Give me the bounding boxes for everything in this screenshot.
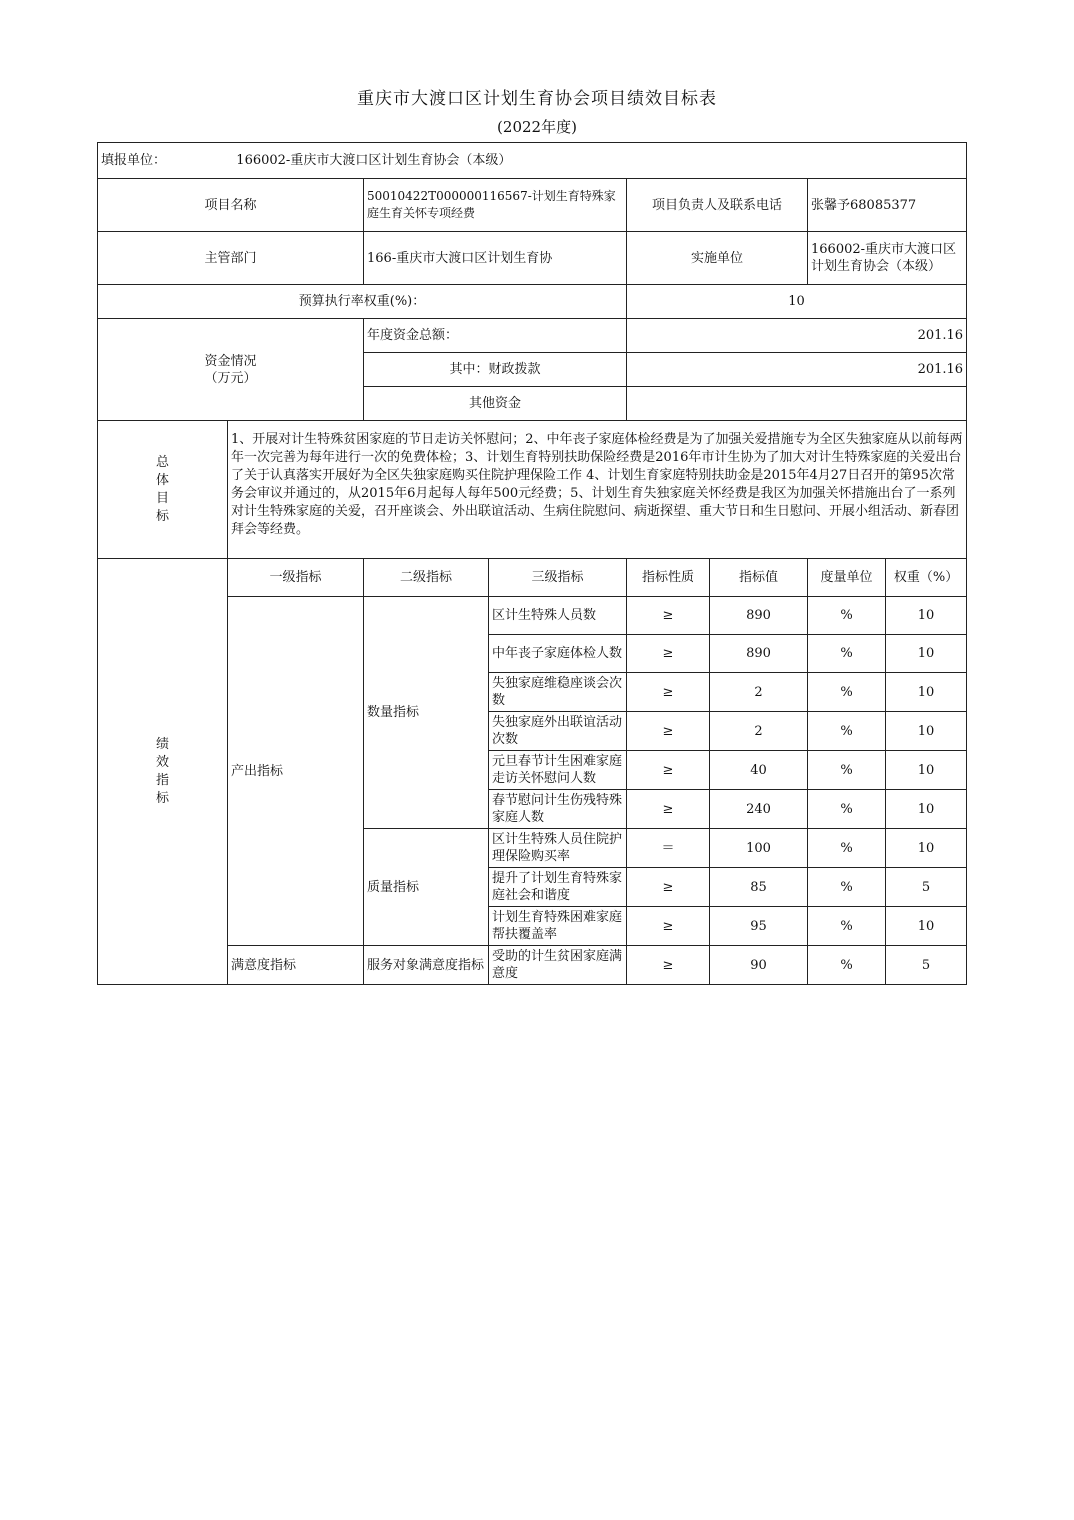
indicator-nature: ≥: [627, 597, 710, 635]
reporting-unit-row: [98, 143, 967, 179]
indicator-nature: ≥: [627, 868, 710, 907]
indicator-name: 春节慰问计生伤残特殊家庭人数: [489, 790, 627, 829]
indicator-name: 受助的计生贫困家庭满意度: [489, 946, 627, 985]
page-subtitle: (2022年度): [497, 118, 577, 136]
col-header-unit: 度量单位: [808, 559, 886, 597]
indicator-value: 2: [710, 712, 808, 751]
indicator-value: 100: [710, 829, 808, 868]
indicator-unit: %: [808, 751, 886, 790]
indicator-value: 240: [710, 790, 808, 829]
reporting-unit-value: 166002-重庆市大渡口区计划生育协会（本级）: [236, 153, 512, 168]
col-header-weight: 权重（%）: [886, 559, 967, 597]
reporting-unit-label: 填报单位：: [101, 153, 167, 168]
indicator-unit: %: [808, 635, 886, 673]
indicator-nature: ≥: [627, 946, 710, 985]
col-header-value: 指标值: [710, 559, 808, 597]
indicator-value: 90: [710, 946, 808, 985]
indicator-unit: %: [808, 597, 886, 635]
indicator-value: 95: [710, 907, 808, 946]
indicator-weight: 10: [886, 673, 967, 712]
indicator-nature: ＝: [627, 829, 710, 868]
budget-weight-label: 预算执行率权重(%)：: [98, 285, 627, 319]
indicator-unit: %: [808, 790, 886, 829]
indicator-value: 890: [710, 635, 808, 673]
indicator-name: 提升了计划生育特殊家庭社会和谐度: [489, 868, 627, 907]
indicator-nature: ≥: [627, 751, 710, 790]
total-funds-label: 年度资金总额：: [364, 319, 627, 353]
impl-value: 166002-重庆市大渡口区计划生育协会（本级）: [808, 232, 967, 285]
indicator-value: 85: [710, 868, 808, 907]
indicator-name: 失独家庭外出联谊活动次数: [489, 712, 627, 751]
col-header-nature: 指标性质: [627, 559, 710, 597]
indicator-nature: ≥: [627, 673, 710, 712]
total-funds-value: 201.16: [627, 319, 967, 353]
indicator-weight: 10: [886, 635, 967, 673]
indicator-weight: 10: [886, 597, 967, 635]
col-header-level1: 一级指标: [228, 559, 364, 597]
indicator-unit: %: [808, 829, 886, 868]
impl-label: 实施单位: [627, 232, 808, 285]
indicator-name: 中年丧子家庭体检人数: [489, 635, 627, 673]
indicator-nature: ≥: [627, 635, 710, 673]
indicator-unit: %: [808, 673, 886, 712]
table-row: [98, 597, 967, 635]
dept-label: 主管部门: [98, 232, 364, 285]
indicator-name: 元旦春节计生困难家庭走访关怀慰问人数: [489, 751, 627, 790]
page-title: 重庆市大渡口区计划生育协会项目绩效目标表: [357, 89, 717, 109]
overall-goal-label: 总 体 目 标: [98, 421, 228, 559]
indicator-weight: 5: [886, 946, 967, 985]
indicator-weight: 10: [886, 751, 967, 790]
level2-quality: 质量指标: [364, 829, 489, 946]
col-header-level3: 三级指标: [489, 559, 627, 597]
indicator-value: 890: [710, 597, 808, 635]
fiscal-funds-label: 其中：财政拨款: [364, 353, 627, 387]
fiscal-funds-value: 201.16: [627, 353, 967, 387]
project-name-value: 50010422T000000116567-计划生育特殊家庭生育关怀专项经费: [364, 179, 627, 232]
indicator-weight: 10: [886, 907, 967, 946]
indicator-value: 40: [710, 751, 808, 790]
indicator-value: 2: [710, 673, 808, 712]
indicator-weight: 10: [886, 790, 967, 829]
level2-quantity: 数量指标: [364, 597, 489, 829]
indicator-nature: ≥: [627, 907, 710, 946]
level1-satisfaction: 满意度指标: [228, 946, 364, 985]
indicator-nature: ≥: [627, 790, 710, 829]
dept-value: 166-重庆市大渡口区计划生育协: [364, 232, 627, 285]
other-funds-value: [627, 387, 967, 421]
indicator-unit: %: [808, 946, 886, 985]
other-funds-label: 其他资金: [364, 387, 627, 421]
indicator-nature: ≥: [627, 712, 710, 751]
funds-unit: （万元）: [204, 370, 257, 386]
performance-target-table: [97, 142, 967, 985]
contact-label: 项目负责人及联系电话: [627, 179, 808, 232]
overall-goal-text: 1、开展对计生特殊贫困家庭的节日走访关怀慰问；2、中年丧子家庭体检经费是为了加强关爱措施专为全区失独家庭从以前每两年一次完善为每年进行一次的免费体检；3、计划生育特别扶助保险经费是2016年市计生协为了加大对计生特殊家庭的关爱出台了关于认真落实开展好为全区失独家庭购买住院护理保险工作 4、计划生育家庭特别扶助金是2015年4月27日召开的第95次常务会审议并通过的，从2015年6月起每人每年500元经费；5、计划生育失独家庭关怀经费是我区为加强关怀措施出台了一系列对计生特殊家庭的关爱，召开座谈会、外出联谊活动、生病住院慰问、病逝探望、重大节日和生日慰问、开展小组活动、新春团拜会等经费。: [228, 421, 967, 559]
table-row: [98, 946, 967, 985]
level2-service: 服务对象满意度指标: [364, 946, 489, 985]
level1-output: 产出指标: [228, 597, 364, 946]
indicator-name: 失独家庭维稳座谈会次数: [489, 673, 627, 712]
indicator-weight: 10: [886, 829, 967, 868]
col-header-level2: 二级指标: [364, 559, 489, 597]
indicator-unit: %: [808, 907, 886, 946]
budget-weight-value: 10: [627, 285, 967, 319]
performance-label: 绩 效 指 标: [98, 559, 228, 985]
indicator-weight: 5: [886, 868, 967, 907]
contact-value: 张馨予68085377: [808, 179, 967, 232]
funds-title: 资金情况: [204, 353, 257, 369]
indicator-weight: 10: [886, 712, 967, 751]
indicator-unit: %: [808, 868, 886, 907]
indicator-name: 计划生育特殊困难家庭帮扶覆盖率: [489, 907, 627, 946]
indicator-name: 区计生特殊人员住院护理保险购买率: [489, 829, 627, 868]
indicator-name: 区计生特殊人员数: [489, 597, 627, 635]
project-name-label: 项目名称: [98, 179, 364, 232]
funds-label: [98, 319, 364, 421]
indicator-unit: %: [808, 712, 886, 751]
